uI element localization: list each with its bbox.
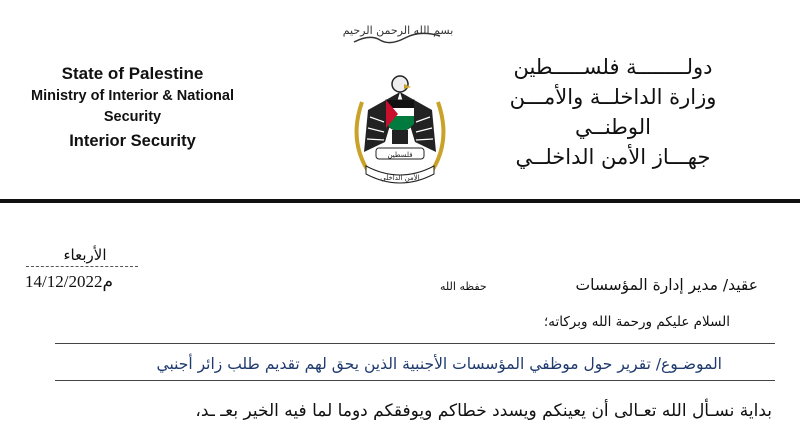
ministry-name-ar: وزارة الداخلــة والأمـــن	[509, 85, 717, 109]
header-divider	[0, 199, 800, 203]
agency-name-ar: جهـــاز الأمن الداخلــي	[515, 145, 711, 169]
ministry-name-en: Ministry of Interior & National	[30, 88, 234, 104]
state-name-ar: دولــــــــة فلســـــطين	[513, 55, 713, 79]
header-english	[10, 62, 255, 154]
letter-recipient: عقيد/ مدير إدارة المؤسسات	[575, 276, 758, 294]
state-name-en: State of Palestine	[61, 64, 204, 83]
header-arabic	[488, 52, 738, 172]
letter-greeting: السلام عليكم ورحمة الله وبركاته؛	[543, 314, 730, 330]
letter-body-line: بداية نسـأل الله تعـالى أن يعينكم ويسدد خطاكم ويوفقكم دوما لما فيه الخير بعـ ـد،	[195, 401, 772, 421]
letter-subject: الموضـوع/ تقرير حول موظفي المؤسسات الأجنبية الذين يحق لهم تقديم طلب زائر أجنبي	[156, 355, 722, 373]
ministry-name-en-cont: Security	[103, 109, 162, 125]
recipient-honorific: حفظه الله	[440, 280, 487, 293]
subject-rule-top	[55, 343, 775, 344]
palestine-eagle-emblem	[340, 62, 460, 192]
letter-date: 14/12/2022م	[25, 272, 113, 291]
emblem-text-top: فلسطين	[387, 151, 413, 159]
date-divider	[26, 266, 138, 267]
subject-rule-bottom	[55, 380, 775, 381]
ministry-name-ar-cont: الوطنــي	[575, 115, 651, 139]
agency-name-en: Interior Security	[69, 132, 196, 150]
basmala-text: بسم الله الرحمن الرحيم	[342, 24, 454, 37]
letter-day: الأربعاء	[63, 246, 107, 264]
emblem-text-bottom: الأمن الداخلي	[380, 174, 420, 182]
basmala-calligraphy	[342, 12, 454, 50]
